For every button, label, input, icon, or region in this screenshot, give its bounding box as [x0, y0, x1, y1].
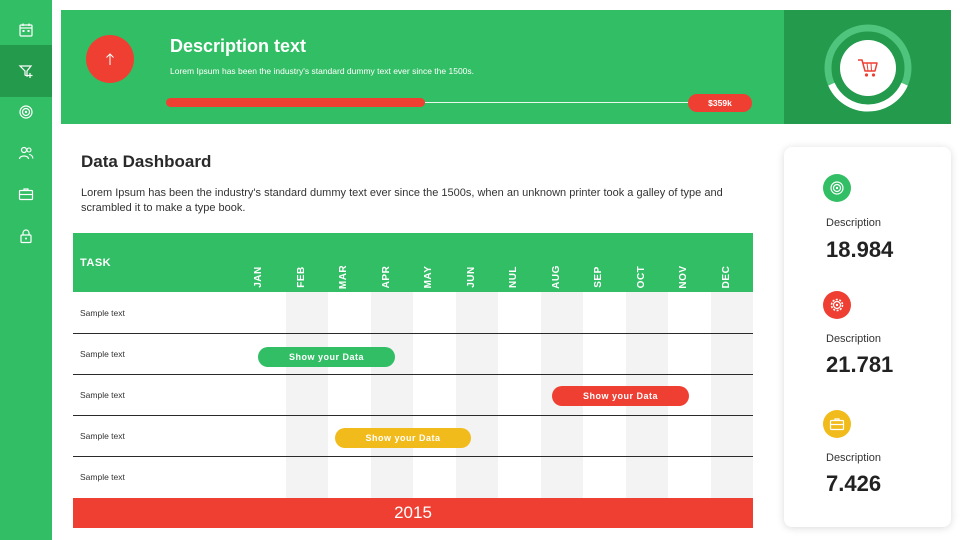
gantt-bar-green[interactable]: Show your Data	[258, 347, 395, 367]
month-column-stripe	[711, 292, 753, 498]
lock-icon	[18, 228, 34, 244]
cart-donut	[823, 23, 913, 113]
gear-icon	[829, 297, 845, 313]
task-row-label: Sample text	[80, 390, 125, 400]
stat-value: 18.984	[826, 237, 894, 262]
gantt-bar-red[interactable]: Show your Data	[552, 386, 689, 406]
month-header: JAN	[252, 266, 264, 288]
task-row-label: Sample text	[80, 349, 125, 359]
sidebar-item-briefcase[interactable]	[0, 174, 52, 214]
month-header: MAR	[337, 264, 349, 290]
briefcase-icon	[18, 186, 34, 202]
sidebar-item-target[interactable]	[0, 92, 52, 132]
arrow-up-icon	[103, 51, 117, 67]
month-column-stripe	[456, 292, 498, 498]
stat-target-badge	[823, 174, 851, 202]
filter-plus-icon	[18, 63, 34, 79]
progress-fill	[166, 98, 425, 107]
month-header: NOV	[677, 265, 689, 289]
stat-label: Description	[826, 452, 882, 464]
stat-value: 7.426	[826, 471, 882, 496]
month-header: SEP	[592, 266, 604, 288]
month-header: OCT	[635, 265, 647, 289]
month-header: APR	[380, 265, 392, 289]
year-footer: 2015	[73, 498, 753, 528]
sidebar-item-filter[interactable]	[0, 45, 52, 97]
gantt-bar-yellow[interactable]: Show your Data	[335, 428, 471, 448]
row-divider	[73, 374, 753, 375]
calendar-icon	[18, 22, 34, 38]
users-icon	[18, 145, 34, 161]
sidebar-item-lock[interactable]	[0, 216, 52, 256]
month-header: DEC	[720, 265, 732, 289]
target-icon	[829, 180, 845, 196]
stat-value: 21.781	[826, 352, 894, 377]
target-icon	[18, 104, 34, 120]
page-description: Lorem Ipsum has been the industry's standard dummy text ever since the 1500s, when an unknown printer took a galley of type and scrambled it to make a type book.	[81, 187, 723, 214]
month-header: MAY	[422, 265, 434, 289]
stat-gear-badge	[823, 291, 851, 319]
stat-briefcase-badge	[823, 410, 851, 438]
stat-label: Description	[826, 333, 882, 345]
task-row-label: Sample text	[80, 308, 125, 318]
month-header: NUL	[507, 265, 519, 289]
month-header: FEB	[295, 266, 307, 288]
progress-badge: $359k	[688, 94, 752, 112]
month-header: JUN	[465, 266, 477, 288]
month-header: AUG	[550, 265, 562, 289]
row-divider	[73, 333, 753, 334]
banner-title: Description text	[170, 36, 307, 56]
month-column-stripe	[286, 292, 328, 498]
briefcase-icon	[829, 416, 845, 432]
row-divider	[73, 456, 753, 457]
task-row-label: Sample text	[80, 472, 125, 482]
month-column-stripe	[371, 292, 413, 498]
sidebar-item-users[interactable]	[0, 133, 52, 173]
task-column-header: TASK	[80, 257, 112, 269]
banner-subtitle: Lorem Ipsum has been the industry's standard dummy text ever since the 1500s.	[170, 66, 475, 76]
sidebar-item-calendar[interactable]	[0, 10, 52, 50]
stat-label: Description	[826, 217, 882, 229]
row-divider	[73, 415, 753, 416]
sidebar	[0, 0, 52, 540]
task-row-label: Sample text	[80, 431, 125, 441]
page-title: Data Dashboard	[81, 152, 212, 171]
arrow-up-badge	[86, 35, 134, 83]
